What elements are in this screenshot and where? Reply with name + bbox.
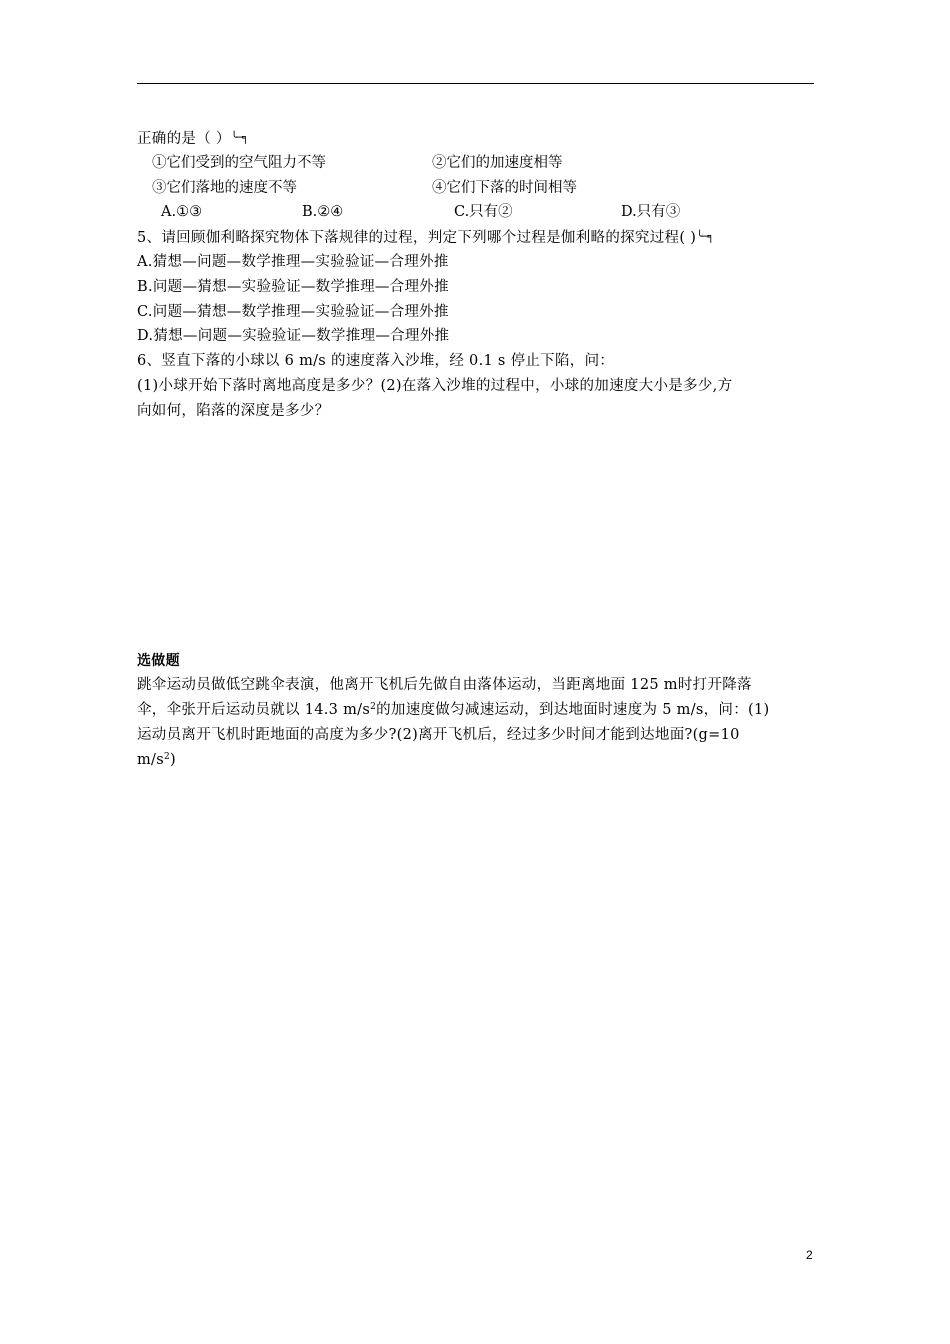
q4-option-a: A.①③ <box>161 204 203 220</box>
q5-option-b: B.问题—猜想—实验验证—数学推理—合理外推 <box>137 279 449 295</box>
q6-line-1: 6、竖直下落的小球以 6 m/s 的速度落入沙堆，经 0.1 s 停止下陷，问： <box>137 353 615 369</box>
q5-mark: ╰─╕ <box>696 230 714 243</box>
q5-option-a: A.猜想—问题—数学推理—实验验证—合理外推 <box>137 254 449 270</box>
q4-stem <box>137 128 248 149</box>
q5-stem <box>137 227 713 248</box>
optional-line-4 <box>137 750 176 770</box>
q4-statement-4: ④它们下落的时间相等 <box>432 180 577 196</box>
optional-line-3: 运动员离开飞机时距地面的高度为多少?(2)离开飞机后，经过多少时间才能到达地面?(g=10 <box>137 727 740 743</box>
page-number: 2 <box>806 1248 813 1262</box>
optional-heading: 选做题 <box>137 653 180 669</box>
q4-option-d: D.只有③ <box>621 204 681 220</box>
q5-option-d: D.猜想—问题—实验验证—数学推理—合理外推 <box>137 328 450 344</box>
q6-line-2: (1)小球开始下落时离地高度是多少？(2)在落入沙堆的过程中，小球的加速度大小是多少,方 <box>137 378 733 394</box>
q5-option-c: C.问题—猜想—数学推理—实验验证—合理外推 <box>137 304 449 320</box>
q4-statement-1: ①它们受到的空气阻力不等 <box>152 155 326 171</box>
q4-option-c: C.只有② <box>454 204 513 220</box>
header-rule <box>137 83 814 84</box>
q5-stem-text: 5、请回顾伽利略探究物体下落规律的过程，判定下列哪个过程是伽利略的探究过程( ) <box>137 230 697 246</box>
q6-line-3: 向如何，陷落的深度是多少？ <box>137 403 330 419</box>
q4-stem-text: 正确的是（ ） <box>137 131 231 147</box>
superscript-2: 2 <box>163 752 171 762</box>
superscript-2: 2 <box>370 702 377 712</box>
q4-statement-3: ③它们落地的速度不等 <box>152 180 297 196</box>
optional-line-4a: m/s <box>137 752 164 768</box>
optional-line-4b: ) <box>170 752 176 768</box>
optional-line-2 <box>137 700 769 720</box>
q4-statement-2: ②它们的加速度相等 <box>432 155 563 171</box>
optional-line-1: 跳伞运动员做低空跳伞表演，他离开飞机后先做自由落体运动，当距离地面 125 m时打开降落 <box>137 677 752 693</box>
q4-option-b: B.②④ <box>302 204 344 220</box>
optional-line-2a: 伞，伞张开后运动员就以 14.3 m/s <box>137 702 371 718</box>
q4-mark: ╰─╕ <box>230 131 248 144</box>
optional-line-2b: 的加速度做匀减速运动，到达地面时速度为 5 m/s，问：(1) <box>376 702 770 718</box>
